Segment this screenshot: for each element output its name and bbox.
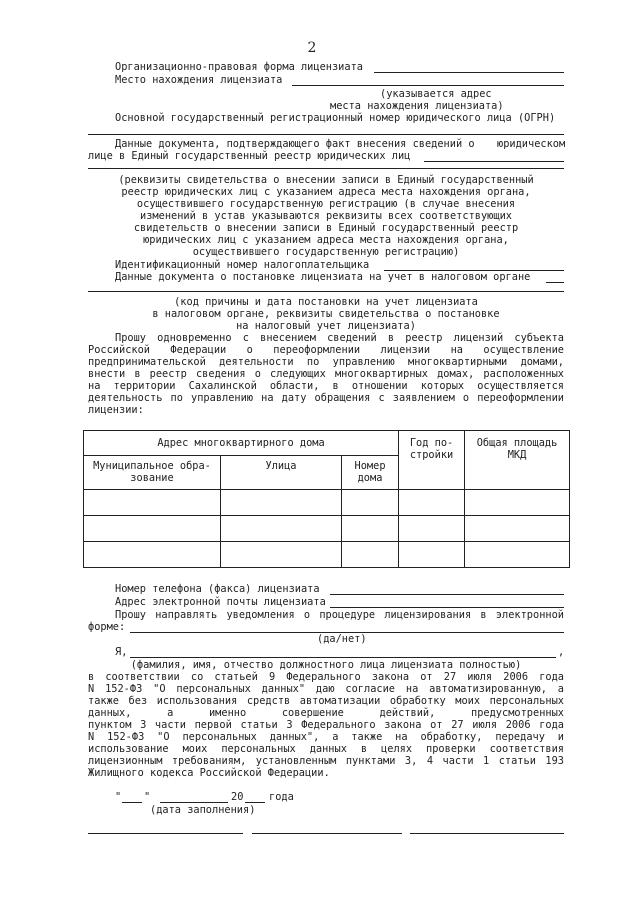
consent-line: использование моих персональных данных в целях проверки соответствия (88, 743, 564, 755)
year-prefix: 20 (231, 791, 244, 803)
consent-line: N 152-ФЗ "О персональных данных" даю согласие на автоматизированную, а (88, 683, 564, 695)
kpp-hint: в налоговом органе, реквизиты свидетельства о постановке (152, 308, 500, 320)
kpp-hint: на налоговый учет лицензиата) (236, 320, 416, 332)
month-field[interactable] (160, 802, 228, 803)
doc-field-2[interactable] (88, 168, 564, 169)
table-cell[interactable] (221, 542, 342, 568)
house-number-header: Номер дома (342, 456, 399, 490)
doc-field-1[interactable] (424, 161, 564, 162)
inn-label: Идентификационный номер налогоплательщика (115, 259, 370, 271)
table-cell[interactable] (465, 542, 570, 568)
fio-field[interactable] (130, 657, 556, 658)
consent-line: лицензионным требованиям, установленным пунктами 3, 4 части 1 статьи 193 (88, 755, 564, 767)
phone-field[interactable] (330, 594, 564, 595)
houses-table (83, 430, 570, 568)
location-field[interactable] (292, 85, 564, 86)
consent-line: также без использования средств автоматизации обработку моих персональных (88, 695, 564, 707)
doc-line1-a: Данные документа, подтверждающего факт внесения сведений о (115, 138, 475, 150)
year-field[interactable] (245, 802, 265, 803)
ogrn-field[interactable] (88, 134, 564, 135)
location-hint-1: (указывается адрес (380, 88, 492, 100)
email-label: Адрес электронной почты лицензиата (115, 596, 326, 608)
date-open-quote: " (115, 791, 122, 803)
table-cell[interactable] (465, 490, 570, 516)
table-row (84, 516, 570, 542)
table-cell[interactable] (342, 542, 399, 568)
table-cell[interactable] (84, 490, 221, 516)
table-cell[interactable] (84, 542, 221, 568)
table-row (84, 490, 570, 516)
table-cell[interactable] (399, 490, 465, 516)
request-line: лицензии: (88, 404, 144, 416)
email-field[interactable] (330, 607, 564, 608)
fio-hint: (фамилия, имя, отчество должностного лица лицензиата полностью) (130, 659, 522, 671)
requisites-line: изменений в устав указываются реквизиты всех соответствующих (140, 210, 512, 222)
phone-label: Номер телефона (факса) лицензиата (115, 583, 320, 595)
notify-label-2: форме: (88, 621, 126, 633)
signature-line-name[interactable] (410, 833, 564, 834)
table-cell[interactable] (342, 516, 399, 542)
area-header: Общая площадь МКД (465, 431, 570, 490)
location-label: Место нахождения лицензиата (115, 74, 283, 86)
requisites-line: осуществившего государственную регистрацию) (192, 246, 460, 258)
requisites-line: юридических лиц с указанием адреса места нахождения органа, (143, 234, 509, 246)
requisites-line: свидетельств о внесении записи в Единый государственный реестр (133, 222, 519, 234)
street-header: Улица (221, 456, 342, 490)
tax-doc-field-2[interactable] (88, 291, 564, 292)
year-suffix: года (269, 791, 294, 803)
ogrn-label: Основной государственный регистрационный номер юридического лица (ОГРН) (115, 112, 556, 124)
notify-label: Прошу направлять уведомления о процедуре лицензирования в электронной (115, 609, 564, 621)
requisites-line: (реквизиты свидетельства о внесении записи в Единый государственный (118, 174, 534, 186)
tax-doc-field-1[interactable] (546, 282, 564, 283)
consent-line: данных, а именно совершение действий, предусмотренных (88, 707, 564, 719)
table-cell[interactable] (84, 516, 221, 542)
yes-no-hint: (да/нет) (317, 633, 367, 645)
requisites-line: реестр юридических лиц с указанием адреса места нахождения органа, (121, 186, 531, 198)
table-cell[interactable] (399, 516, 465, 542)
request-line: предпринимательской деятельности по управлению многоквартирными домами, (88, 356, 564, 368)
table-cell[interactable] (221, 516, 342, 542)
table-cell[interactable] (465, 516, 570, 542)
date-close-quote: " (144, 791, 151, 803)
consent-comma: , (558, 646, 565, 658)
day-field[interactable] (122, 802, 142, 803)
tax-doc-label: Данные документа о постановке лицензиата на учет в налоговом органе (115, 271, 531, 283)
consent-i: Я, (115, 646, 128, 658)
request-line: деятельность по управлению на дату обращения с заявлением о переоформлении (88, 392, 564, 404)
request-line: Прошу одновременно с внесением сведений в реестр лицензий субъекта (115, 332, 564, 344)
address-header: Адрес многоквартирного дома (84, 431, 399, 456)
year-header: Год по-стройки (399, 431, 465, 490)
consent-line: N 152-ФЗ "О персональных данных", а также на обработку, передачу и (88, 731, 564, 743)
table-cell[interactable] (221, 490, 342, 516)
consent-line: в соответствии со статьей 9 Федерального закона от 27 июля 2006 года (88, 671, 564, 683)
table-cell[interactable] (342, 490, 399, 516)
consent-line: пунктом 3 части первой статьи 3 Федерального закона от 27 июля 2006 года (88, 719, 564, 731)
doc-line1-b: юридическом (497, 138, 566, 150)
requisites-line: осуществившего государственную регистрацию (в случае внесения (136, 198, 516, 210)
location-hint-2: места нахождения лицензиата) (330, 100, 504, 112)
request-line: Российской Федерации о переоформлении лицензии на осуществление (88, 344, 564, 356)
signature-line-position[interactable] (88, 833, 243, 834)
signature-line-sign[interactable] (252, 833, 402, 834)
table-cell[interactable] (399, 542, 465, 568)
legal-form-label: Организационно-правовая форма лицензиата (115, 61, 363, 73)
date-hint: (дата заполнения) (150, 804, 256, 816)
page-number: 2 (307, 40, 317, 56)
consent-line: Жилищного кодекса Российской Федерации. (88, 767, 330, 779)
request-line: внести в реестр сведения о следующих многоквартирных домах, расположенных (88, 368, 564, 380)
legal-form-field[interactable] (374, 72, 564, 73)
municipality-header: Муниципальное обра-зование (84, 456, 221, 490)
kpp-hint: (код причины и дата постановки на учет лицензиата (174, 296, 478, 308)
table-row (84, 542, 570, 568)
request-line: на территории Сахалинской области, в отношении которых осуществляется (88, 380, 564, 392)
doc-line2: лице в Единый государственный реестр юридических лиц (88, 150, 411, 162)
